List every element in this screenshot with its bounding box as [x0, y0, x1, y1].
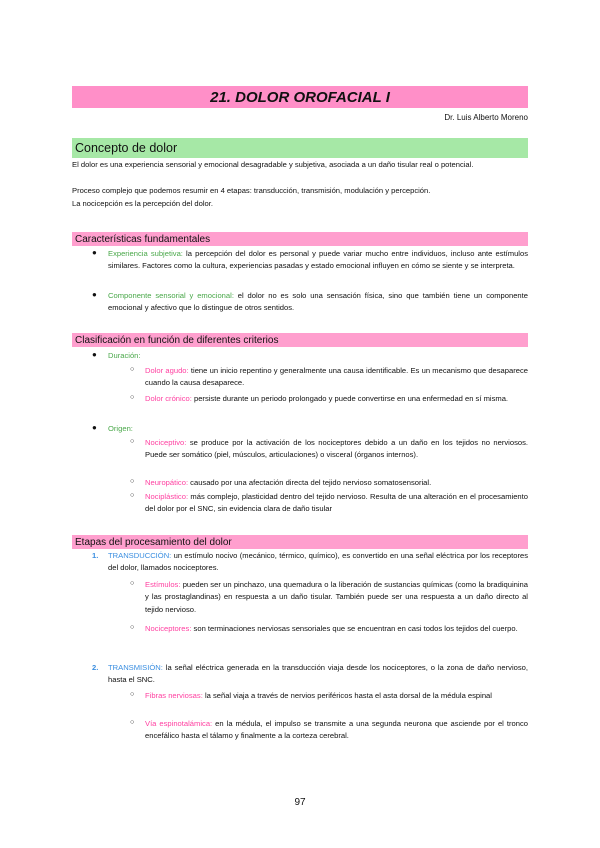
step-number: 1. — [92, 551, 99, 560]
circle-bullet-icon: ○ — [130, 366, 135, 373]
list-item: Experiencia subjetiva: la percepción del dolor es personal y puede variar mucho entre individuos, incluso ante estímulos similares. Factores como la cultura, experiencias pasadas y estado emocional influyen en cómo se siente y se interpreta. — [108, 249, 529, 271]
list-item: Dolor crónico: persiste durante un periodo prolongado y puede convertirse en una enfermedad en sí misma. — [145, 394, 509, 403]
bullet-icon: ● — [92, 290, 97, 299]
list-item: Componente sensorial y emocional: el dolor no es solo una sensación física, sino que también tiene un componente emocional y afectivo que lo distingue de otros sentidos. — [108, 291, 528, 313]
section-heading-clasificacion: Clasificación en función de diferentes criterios — [72, 333, 528, 347]
duracion-label: Duración: — [108, 351, 141, 360]
circle-bullet-icon: ○ — [130, 624, 135, 631]
circle-bullet-icon: ○ — [130, 492, 135, 499]
list-item: Estímulos: pueden ser un pinchazo, una quemadura o la liberación de sustancias químicas (como la bradiquinina y las prostaglandinas) en respuesta a un daño tisular. También puede ser una respuesta a un daño directo al tejido nervioso. — [145, 580, 528, 614]
section-heading-etapas: Etapas del procesamiento del dolor — [72, 535, 528, 549]
bullet-icon: ● — [92, 248, 97, 257]
step-transduccion: TRANSDUCCIÓN: un estímulo nocivo (mecánico, térmico, químico), es convertido en una señal eléctrica por los receptores del dolor, llamados nociceptores. — [108, 551, 528, 573]
page-number: 97 — [294, 797, 306, 808]
circle-bullet-icon: ○ — [130, 478, 135, 485]
list-item: Fibras nerviosas: la señal viaja a través de nervios periféricos hasta el asta dorsal de la médula espinal — [145, 691, 492, 700]
list-item: Vía espinotalámica: en la médula, el impulso se transmite a una segunda neurona que asciende por el tronco encefálico hasta el tálamo y finalmente a la corteza cerebral. — [145, 719, 528, 741]
page-title: 21. DOLOR OROFACIAL I — [210, 88, 390, 106]
bullet-icon: ● — [92, 350, 97, 359]
list-item: Nociceptores: son terminaciones nerviosas sensoriales que se encuentran en casi todos los tejidos del cuerpo. — [145, 624, 518, 633]
concepto-paragraph-1: El dolor es una experiencia sensorial y emocional desagradable y subjetiva, asociada a un daño tisular real o potencial. — [72, 160, 474, 169]
bullet-icon: ● — [92, 423, 97, 432]
list-item: Nociceptivo: se produce por la activación de los nociceptores debido a un daño en los tejidos no nerviosos. Puede ser somático (piel, músculos, articulaciones) o visceral (órganos internos). — [145, 438, 528, 460]
circle-bullet-icon: ○ — [130, 719, 135, 726]
circle-bullet-icon: ○ — [130, 394, 135, 401]
section-heading-caracteristicas: Características fundamentales — [72, 232, 528, 246]
section-heading-concepto: Concepto de dolor — [72, 138, 528, 158]
step-transmision: TRANSMISIÓN: la señal eléctrica generada en la transducción viaja desde los nociceptores, o la zona de daño nervioso, hasta el SNC. — [108, 663, 528, 685]
concepto-paragraph-3: La nocicepción es la percepción del dolor. — [72, 199, 213, 208]
author-name: Dr. Luis Alberto Moreno — [444, 113, 528, 122]
list-item: Dolor agudo: tiene un inicio repentino y generalmente una causa identificable. Es un mecanismo que desaparece cuando la causa desaparece. — [145, 366, 529, 388]
circle-bullet-icon: ○ — [130, 438, 135, 445]
list-item: Neuropático: causado por una afectación directa del tejido nervioso somatosensorial. — [145, 478, 432, 487]
list-item: Nociplástico: más complejo, plasticidad dentro del tejido nervioso. Resulta de una alteración en el procesamiento del dolor por el SNC, sin evidencia clara de daño tisular — [145, 492, 528, 514]
circle-bullet-icon: ○ — [130, 691, 135, 698]
concepto-paragraph-2: Proceso complejo que podemos resumir en 4 etapas: transducción, transmisión, modulación y percepción. — [72, 186, 431, 195]
origen-label: Origen: — [108, 424, 133, 433]
title-banner — [72, 86, 528, 108]
step-number: 2. — [92, 663, 99, 672]
circle-bullet-icon: ○ — [130, 580, 135, 587]
